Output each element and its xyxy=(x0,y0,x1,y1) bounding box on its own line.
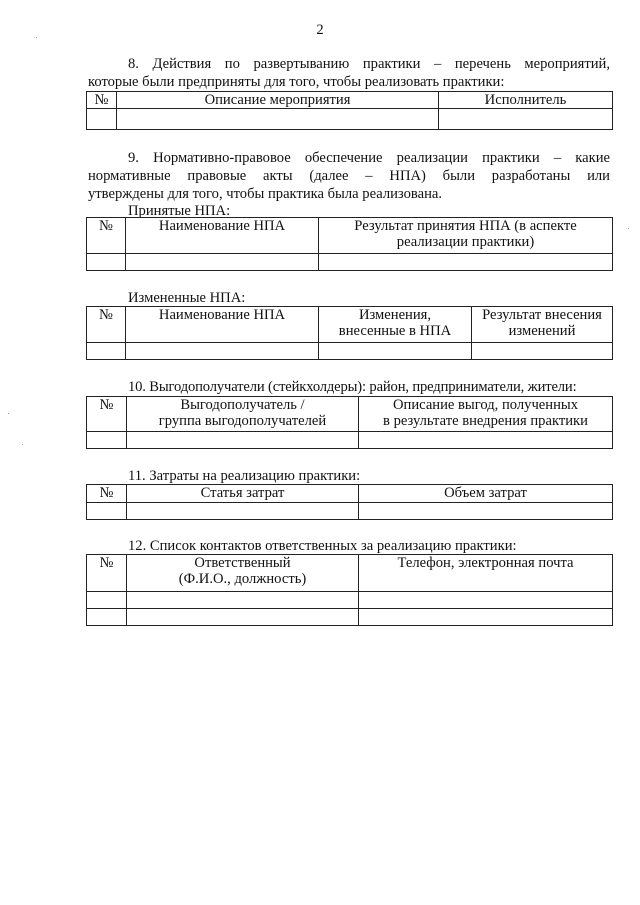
section-9-line-1: 9. Нормативно-правовое обеспечение реализации практики – какие xyxy=(128,150,610,166)
adoption-result-header-line-2: реализации практики) xyxy=(396,234,535,250)
changes-header-line-1: Изменения, xyxy=(358,307,432,323)
col-number-header: № xyxy=(87,485,127,503)
col-cost-amount-header: Объем затрат xyxy=(359,485,613,503)
changed-npa-label: Измененные НПА: xyxy=(128,290,246,306)
section-11-line-1: 11. Затраты на реализацию практики: xyxy=(128,468,361,484)
table-row xyxy=(87,254,613,271)
change-result-header-line-1: Результат внесения xyxy=(482,307,602,323)
table-row xyxy=(87,343,613,360)
col-npa-name-header: Наименование НПА xyxy=(126,307,319,343)
scan-speck xyxy=(8,413,9,414)
benefits-header-line-1: Описание выгод, полученных xyxy=(393,397,578,413)
col-description-header: Описание мероприятия xyxy=(117,92,439,109)
col-npa-name-header: Наименование НПА xyxy=(126,218,319,254)
contacts-table xyxy=(86,554,613,626)
beneficiary-header-line-1: Выгодополучатель / xyxy=(180,397,305,413)
col-executor-header: Исполнитель xyxy=(439,92,613,109)
table-header-row xyxy=(87,485,613,503)
costs-table xyxy=(86,484,613,520)
col-adoption-result-header xyxy=(319,218,613,254)
section-9-line-3: утверждены для того, чтобы практика была реализована. xyxy=(88,186,443,202)
col-contacts-header: Телефон, электронная почта xyxy=(359,555,613,592)
col-benefits-header xyxy=(359,397,613,432)
section-8-line-1: 8. Действия по развертыванию практики – перечень мероприятий, xyxy=(128,56,610,72)
scan-speck xyxy=(22,444,23,445)
table-row xyxy=(87,609,613,626)
section-12-line-1: 12. Список контактов ответственных за реализацию практики: xyxy=(128,538,517,554)
changes-header-line-2: внесенные в НПА xyxy=(338,323,452,339)
section-10-line-1: 10. Выгодополучатели (стейкхолдеры): район, предприниматели, жители: xyxy=(128,379,577,395)
actions-table xyxy=(86,91,613,130)
table-row xyxy=(87,432,613,449)
beneficiaries-table xyxy=(86,396,613,449)
change-result-header-line-2: изменений xyxy=(508,323,576,339)
col-cost-item-header: Статья затрат xyxy=(127,485,359,503)
scan-speck xyxy=(628,228,629,229)
col-number-header: № xyxy=(87,397,127,432)
scan-speck xyxy=(36,37,37,38)
page-number: 2 xyxy=(316,22,324,38)
responsible-header-line-2: (Ф.И.О., должность) xyxy=(178,571,307,587)
beneficiary-header-line-2: группа выгодополучателей xyxy=(158,413,327,429)
table-row xyxy=(87,592,613,609)
table-row xyxy=(87,503,613,520)
adoption-result-header-line-1: Результат принятия НПА (в аспекте xyxy=(354,218,577,234)
col-responsible-header xyxy=(127,555,359,592)
section-9-line-2: нормативные правовые акты (далее – НПА) были разработаны или xyxy=(88,168,610,184)
table-header-row xyxy=(87,555,613,592)
table-row xyxy=(87,109,613,130)
table-header-row xyxy=(87,307,613,343)
col-change-result-header xyxy=(472,307,613,343)
adopted-npa-table xyxy=(86,217,613,271)
col-number-header: № xyxy=(87,92,117,109)
adopted-npa-label: Принятые НПА: xyxy=(128,203,231,219)
col-number-header: № xyxy=(87,218,126,254)
table-header-row xyxy=(87,218,613,254)
section-8-line-2: которые были предприняты для того, чтобы реализовать практики: xyxy=(88,74,505,90)
col-beneficiary-header xyxy=(127,397,359,432)
col-number-header: № xyxy=(87,307,126,343)
responsible-header-line-1: Ответственный xyxy=(194,555,291,571)
table-header-row xyxy=(87,397,613,432)
col-changes-header xyxy=(319,307,472,343)
table-header-row xyxy=(87,92,613,109)
col-number-header: № xyxy=(87,555,127,592)
benefits-header-line-2: в результате внедрения практики xyxy=(383,413,588,429)
changed-npa-table xyxy=(86,306,613,360)
